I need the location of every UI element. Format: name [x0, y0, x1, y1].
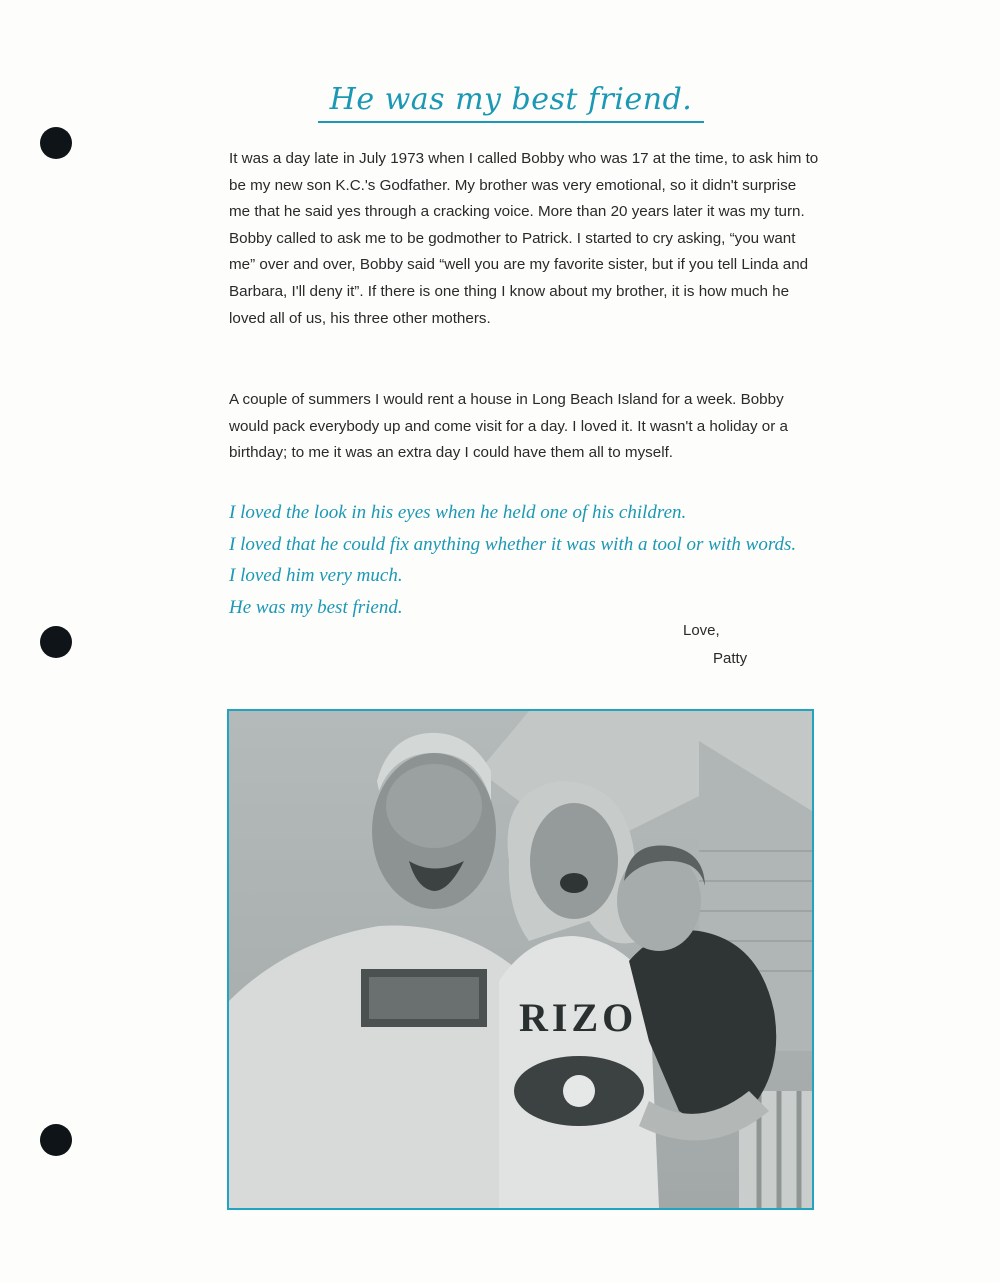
- verse-line: I loved the look in his eyes when he held one of his children.: [229, 502, 687, 523]
- signature: Patty: [713, 650, 748, 667]
- closing: Love,: [683, 622, 720, 639]
- binder-hole-bottom: [40, 1124, 72, 1156]
- paragraph-2: A couple of summers I would rent a house in Long Beach Island for a week. Bobby would pack everybody up and come visit for a day. I loved it. It wasn't a holiday or a birthday; to me it was an extra day I could have them all to myself.: [229, 391, 788, 462]
- verse-block: [229, 497, 829, 623]
- page-title: He was my best friend.: [318, 82, 704, 123]
- binder-hole-top: [40, 127, 72, 159]
- binder-hole-middle: [40, 626, 72, 658]
- photo-illustration: [229, 711, 812, 1208]
- paragraph-1: It was a day late in July 1973 when I called Bobby who was 17 at the time, to ask him to be my new son K.C.'s Godfather. My brother was very emotional, so it didn't surprise me that he said yes through a cracking voice. More than 20 years later it was my turn. Bobby called to ask me to be godmother to Patrick. I started to cry asking, “you want me” over and over, Bobby said “well you are my favorite sister, but if you tell Linda and Barbara, I'll deny it”. If there is one thing I know about my brother, it is how much he loved all of us, his three other mothers.: [229, 150, 819, 327]
- verse-line: He was my best friend.: [229, 596, 403, 618]
- verse-line: I loved him very much.: [229, 565, 403, 586]
- shirt-text: RIZO: [519, 995, 638, 1040]
- family-photo: [227, 709, 814, 1210]
- verse-line: I loved that he could fix anything whether it was with a tool or with words.: [229, 533, 797, 555]
